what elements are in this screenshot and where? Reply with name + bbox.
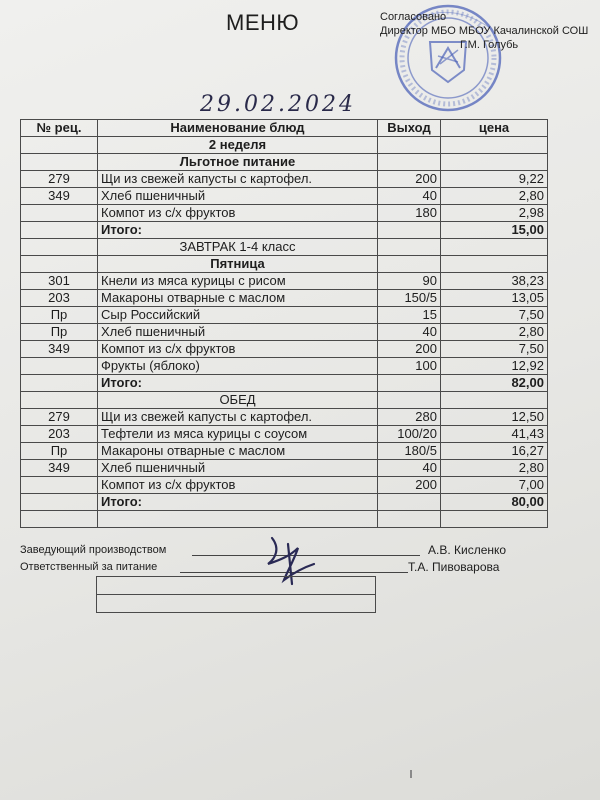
dish-output: 280: [378, 409, 441, 426]
dish-price: 7,50: [441, 307, 548, 324]
total-value: 80,00: [441, 494, 548, 511]
section-title-row: [21, 154, 548, 171]
dish-price: 41,43: [441, 426, 548, 443]
section-title-row: [21, 392, 548, 409]
dish-output: 15: [378, 307, 441, 324]
dish-output: 40: [378, 460, 441, 477]
paper-mark: [410, 770, 412, 778]
dish-name: Компот из с/х фруктов: [98, 477, 378, 494]
recipe-code: 203: [21, 290, 98, 307]
dish-output: 100: [378, 358, 441, 375]
dish-price: 16,27: [441, 443, 548, 460]
dish-name: Хлеб пшеничный: [98, 188, 378, 205]
dish-name: Макароны отварные с маслом: [98, 290, 378, 307]
section-title: ОБЕД: [98, 392, 378, 409]
table-row: [21, 358, 548, 375]
dish-price: 38,23: [441, 273, 548, 290]
table-row: [21, 477, 548, 494]
dish-output: 200: [378, 171, 441, 188]
blank-row: [21, 511, 548, 528]
total-label: Итого:: [98, 222, 378, 239]
dish-name: Макароны отварные с маслом: [98, 443, 378, 460]
dish-name: Фрукты (яблоко): [98, 358, 378, 375]
dish-price: 2,80: [441, 460, 548, 477]
total-value: 82,00: [441, 375, 548, 392]
dish-name: Компот из с/х фруктов: [98, 341, 378, 358]
manager-label: Заведующий производством: [20, 544, 167, 556]
dish-price: 7,00: [441, 477, 548, 494]
dish-price: 13,05: [441, 290, 548, 307]
menu-date: 29.02.2024: [200, 92, 356, 117]
dish-name: Компот из с/х фруктов: [98, 205, 378, 222]
recipe-code: 279: [21, 409, 98, 426]
dish-output: 40: [378, 188, 441, 205]
approval-director-name: Г.М. Голубь: [460, 39, 519, 51]
recipe-code: [21, 477, 98, 494]
dish-output: 150/5: [378, 290, 441, 307]
section-subtitle: Пятница: [98, 256, 378, 273]
manager-name: А.В. Кисленко: [428, 543, 507, 557]
dish-name: Хлеб пшеничный: [98, 460, 378, 477]
page-title: МЕНЮ: [226, 10, 300, 35]
table-row: [21, 171, 548, 188]
dish-price: 12,92: [441, 358, 548, 375]
recipe-code: [21, 358, 98, 375]
column-header-name: Наименование блюд: [98, 120, 378, 137]
total-label: Итого:: [98, 375, 378, 392]
recipe-code: 349: [21, 460, 98, 477]
dish-price: 7,50: [441, 341, 548, 358]
dish-output: 180: [378, 205, 441, 222]
dish-output: 200: [378, 341, 441, 358]
recipe-code: Пр: [21, 307, 98, 324]
table-row: [21, 443, 548, 460]
recipe-code: 349: [21, 341, 98, 358]
recipe-code: 301: [21, 273, 98, 290]
dish-price: 2,80: [441, 188, 548, 205]
section-title: Льготное питание: [98, 154, 378, 171]
section-title-row: [21, 239, 548, 256]
recipe-code: 349: [21, 188, 98, 205]
section-subtitle-row: [21, 256, 548, 273]
table-row: [21, 205, 548, 222]
recipe-code: 203: [21, 426, 98, 443]
table-row: [21, 290, 548, 307]
dish-output: 200: [378, 477, 441, 494]
table-row: [21, 409, 548, 426]
dish-name: Сыр Российский: [98, 307, 378, 324]
dish-price: 2,80: [441, 324, 548, 341]
approval-caption: Согласовано: [380, 11, 447, 23]
total-label: Итого:: [98, 494, 378, 511]
table-row: [21, 460, 548, 477]
week-row: [21, 137, 548, 154]
table-row: [21, 273, 548, 290]
dish-output: 100/20: [378, 426, 441, 443]
recipe-code: [21, 205, 98, 222]
column-header-price: цена: [441, 120, 548, 137]
recipe-code: Пр: [21, 443, 98, 460]
dish-price: 2,98: [441, 205, 548, 222]
dish-name: Хлеб пшеничный: [98, 324, 378, 341]
table-row: [21, 341, 548, 358]
week-label: 2 неделя: [98, 137, 378, 154]
dish-name: Щи из свежей капусты с картофел.: [98, 409, 378, 426]
column-header-output: Выход: [378, 120, 441, 137]
total-row: [21, 494, 548, 511]
recipe-code: 279: [21, 171, 98, 188]
menu-table: [20, 119, 548, 528]
column-header-code: № рец.: [21, 120, 98, 137]
table-row: [21, 307, 548, 324]
total-value: 15,00: [441, 222, 548, 239]
approval-block: [380, 10, 588, 52]
table-row: [21, 426, 548, 443]
dish-output: 90: [378, 273, 441, 290]
dish-output: 180/5: [378, 443, 441, 460]
responsible-name: Т.А. Пивоварова: [408, 560, 500, 574]
dish-price: 12,50: [441, 409, 548, 426]
recipe-code: Пр: [21, 324, 98, 341]
total-row: [21, 222, 548, 239]
table-header-row: [21, 120, 548, 137]
table-row: [21, 324, 548, 341]
total-row: [21, 375, 548, 392]
table-row: [21, 188, 548, 205]
empty-footer-table: [96, 576, 376, 613]
dish-output: 40: [378, 324, 441, 341]
dish-price: 9,22: [441, 171, 548, 188]
responsible-label: Ответственный за питание: [20, 561, 158, 573]
dish-name: Щи из свежей капусты с картофел.: [98, 171, 378, 188]
approval-position: Директор МБО МБОУ Качалинской СОШ: [380, 25, 589, 37]
dish-name: Тефтели из мяса курицы с соусом: [98, 426, 378, 443]
section-title: ЗАВТРАК 1-4 класс: [98, 239, 378, 256]
dish-name: Кнели из мяса курицы с рисом: [98, 273, 378, 290]
